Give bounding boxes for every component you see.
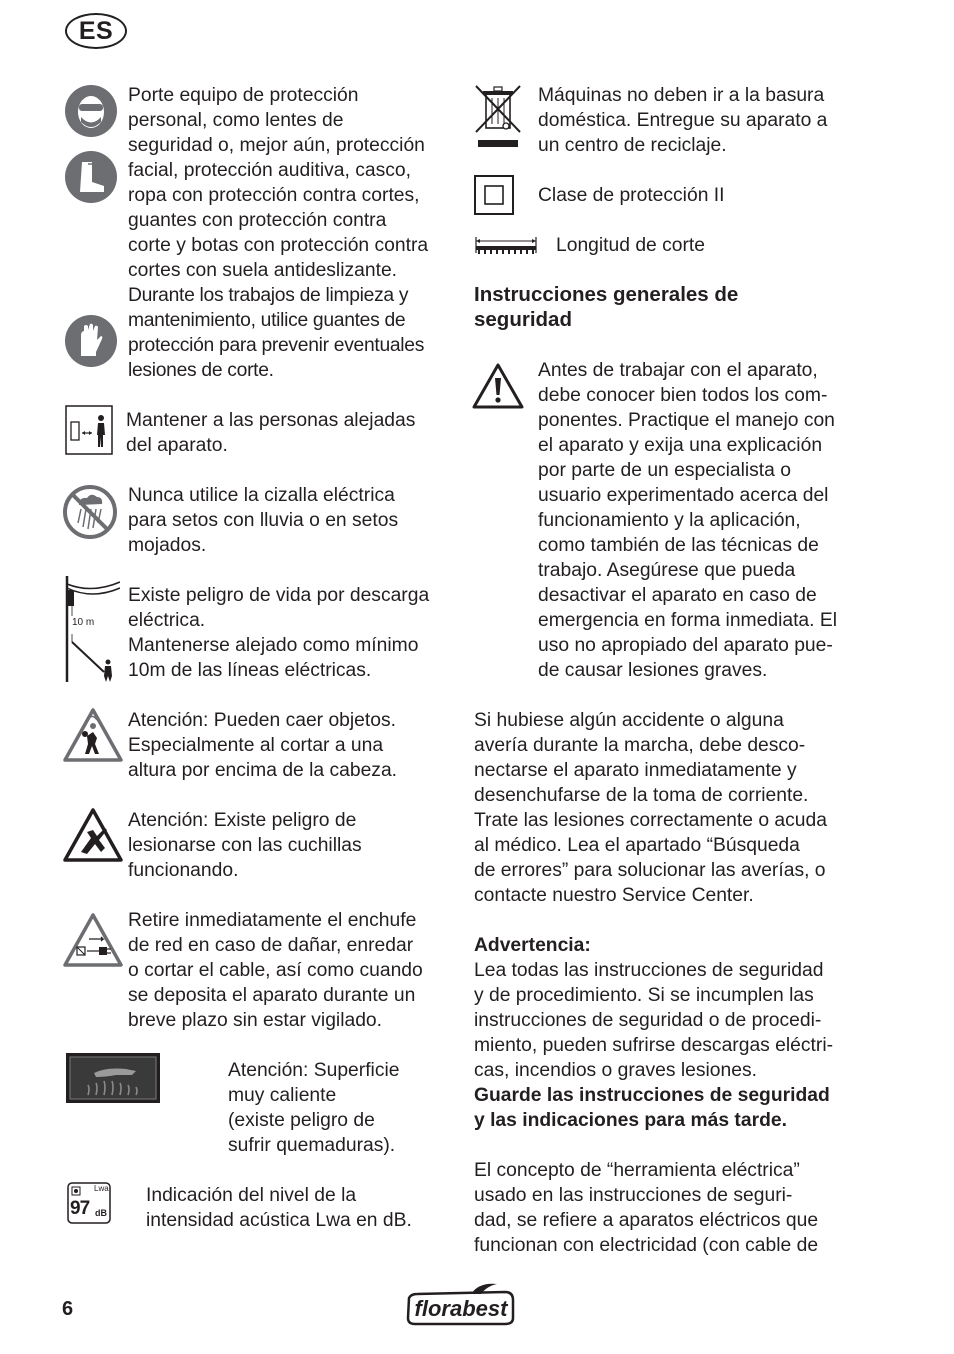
advertencia-text: Lea todas las instrucciones de seguridad y de procedimiento. Si se incumplen las instrucciones de seguridad o de procedi- miento, pueden sufrirse descargas eléctri- cas, incendios o graves lesiones. xyxy=(474,960,834,1081)
blades-instruction: Atención: Existe peligro de lesionarse con las cuchillas funcionando. xyxy=(128,810,362,881)
ppe-instruction: Porte equipo de protección personal, como lentes de seguridad o, mejor aún, protección facial, protección auditiva, casco, ropa con protección contra cortes, guantes con protección contra corte y botas con protección contra cortes con suela antideslizante. xyxy=(128,85,429,281)
unplug-warning-icon xyxy=(63,913,123,967)
keep-away-instruction: Mantener a las personas alejadas del aparato. xyxy=(126,410,416,456)
noise-icon-unit: dB xyxy=(95,1208,107,1218)
noise-instruction: Indicación del nivel de la intensidad acústica Lwa en dB. xyxy=(146,1185,412,1231)
keep-distance-icon xyxy=(65,405,113,455)
warning-icon xyxy=(472,362,524,410)
gloves-instruction: Durante los trabajos de limpieza y mantenimiento, utilice guantes de protección para prevenir eventuales lesiones de corte. xyxy=(128,285,425,381)
crossed-bin-icon xyxy=(474,84,522,150)
hot-surface-instruction: Atención: Superficie muy caliente (existe peligro de sufrir quemaduras). xyxy=(228,1060,400,1156)
face-protection-icon xyxy=(64,84,118,138)
class-ii-label: Clase de protección II xyxy=(538,185,725,206)
florabest-logo xyxy=(405,1282,517,1333)
power-line-distance-label: 10 m xyxy=(72,617,95,628)
section-heading: Instrucciones generales de seguridad xyxy=(474,283,739,331)
rain-instruction: Nunca utilice la cizalla eléctrica para setos con lluvia o en setos mojados. xyxy=(128,485,399,556)
noise-icon-label: Lwa xyxy=(94,1184,109,1193)
no-rain-icon xyxy=(63,485,117,539)
page-number: 6 xyxy=(62,1298,74,1320)
power-line-distance-icon xyxy=(64,576,120,682)
class-ii-icon xyxy=(474,175,514,215)
hot-surface-icon xyxy=(66,1053,160,1103)
weee-instruction: Máquinas no deben ir a la basura doméstica. Entregue su aparato a un centro de reciclaje. xyxy=(538,85,828,156)
safety-boots-icon xyxy=(64,150,118,204)
cutting-length-label: Longitud de corte xyxy=(556,235,706,256)
falling-objects-instruction: Atención: Pueden caer objetos. Especialmente al cortar a una altura por encima de la cabeza. xyxy=(128,710,398,781)
protective-gloves-icon xyxy=(64,314,118,368)
language-badge: ES xyxy=(65,13,127,49)
unplug-instruction: Retire inmediatamente el enchufe de red en caso de dañar, enredar o cortar el cable, así como cuando se deposita el aparato durante un breve plazo sin estar vigilado. xyxy=(128,910,423,1031)
cutting-length-icon xyxy=(474,233,538,257)
noise-icon-value: 97 xyxy=(70,1198,90,1219)
svg-text:florabest: florabest xyxy=(414,1296,508,1321)
power-tool-concept-text: El concepto de “herramienta eléctrica” usado en las instrucciones de seguri- dad, se refiere a aparatos eléctricos que funcionan con electricidad (con cable de xyxy=(474,1160,819,1256)
blade-hazard-icon xyxy=(63,808,123,862)
general-warning-text: Antes de trabajar con el aparato, debe conocer bien todos los com- ponentes. Practique el manejo con el aparato y exija una explicación por parte de un especialista o usuario experimentado acerca del funcionamiento y la aplicación, como también de las técnicas de trabajo. Asegúrese que pueda desactivar el aparato en caso de emergencia en forma inmediata. El uso no apropiado del aparato pue- de causar lesiones graves. xyxy=(538,360,838,681)
keep-instructions-note: Guarde las instrucciones de seguridad y las indicaciones para más tarde. xyxy=(474,1085,830,1131)
power-line-instruction: Existe peligro de vida por descarga eléctrica. Mantenerse alejado como mínimo 10m de las líneas eléctricas. xyxy=(128,585,430,681)
falling-objects-warning-icon xyxy=(63,708,123,762)
advertencia-label: Advertencia: xyxy=(474,935,591,956)
accident-instruction: Si hubiese algún accidente o alguna avería durante la marcha, debe desco- nectarse el aparato inmediatamente y desenchufarse de la toma de corriente. Trate las lesiones correctamente o acuda al médico. Lea el apartado “Búsqueda de errores” para solucionar las averías, o contacte nuestro Service Center. xyxy=(474,710,827,906)
